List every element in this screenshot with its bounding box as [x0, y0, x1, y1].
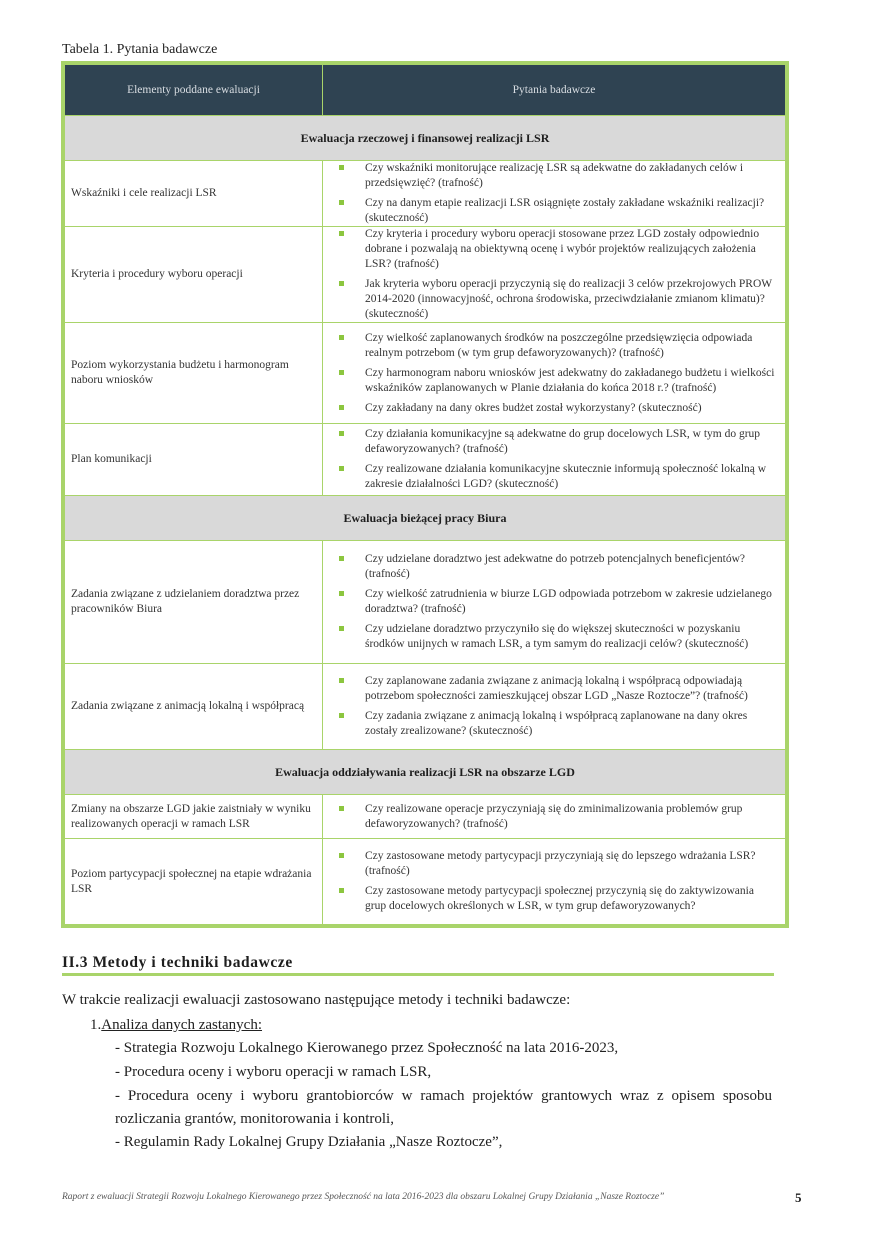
section-title: Ewaluacja bieżącej pracy Biura [65, 496, 786, 541]
element-cell: Plan komunikacji [65, 424, 323, 496]
bullet-icon [339, 556, 344, 561]
questions-cell [323, 839, 786, 925]
intro-paragraph: W trakcie realizacji ewaluacji zastosowano następujące metody i techniki badawcze: [62, 992, 571, 1008]
question-item: Czy wskaźniki monitorujące realizację LSR są adekwatne do zakładanych celów i przedsięwzięć? (trafność) [323, 161, 785, 191]
questions-cell [323, 424, 786, 496]
element-cell: Poziom wykorzystania budżetu i harmonogram naboru wniosków [65, 323, 323, 424]
questions-cell [323, 664, 786, 750]
section-title: Ewaluacja oddziaływania realizacji LSR na obszarze LGD [65, 750, 786, 795]
table-header-row [65, 65, 786, 116]
questions-cell [323, 323, 786, 424]
element-cell: Zadania związane z animacją lokalną i współpracą [65, 664, 323, 750]
bullet-icon [339, 853, 344, 858]
bullet-icon [339, 591, 344, 596]
question-item: Czy na danym etapie realizacji LSR osiągnięte zostały zakładane wskaźniki realizacji? (skuteczność) [323, 196, 785, 226]
page-footer: Raport z ewaluacji Strategii Rozwoju Lokalnego Kierowanego przez Społeczność na lata 2016-2023 dla obszaru Lokalnej Grupy Działania „Nasze Roztocze” [62, 1192, 665, 1202]
question-item: Czy działania komunikacyjne są adekwatne do grup docelowych LSR, w tym do grup defaworyzowanych? (trafność) [323, 427, 785, 457]
questions-cell [323, 541, 786, 664]
table-row [65, 424, 786, 496]
bullet-icon [339, 678, 344, 683]
bullet-icon [339, 626, 344, 631]
question-item: Czy wielkość zaplanowanych środków na poszczególne przedsięwzięcia odpowiada realnym potrzebom (w tym grup defaworyzowanych)? (trafność) [323, 331, 785, 361]
sub-list-item: - Procedura oceny i wyboru operacji w ramach LSR, [115, 1064, 432, 1080]
element-cell: Zadania związane z udzielaniem doradztwa przez pracowników Biura [65, 541, 323, 664]
question-item: Czy udzielane doradztwo jest adekwatne do potrzeb potencjalnych beneficjentów? (trafność) [323, 552, 785, 582]
bullet-icon [339, 713, 344, 718]
sub-list-item: - Procedura oceny i wyboru grantobiorców w ramach projektów grantowych wraz z opisem sposobu rozliczania grantów, monitorowania i kontroli, [115, 1088, 772, 1127]
question-item: Jak kryteria wyboru operacji przyczynią się do realizacji 3 celów przekrojowych PROW 2014-2020 (innowacyjność, ochrona środowiska, przeciwdziałanie zmianom klimatu)? (skuteczność) [323, 277, 785, 322]
element-cell: Zmiany na obszarze LGD jakie zaistniały w wyniku realizowanych operacji w ramach LSR [65, 795, 323, 839]
table-row [65, 541, 786, 664]
column-header: Pytania badawcze [323, 65, 786, 116]
bullet-icon [339, 370, 344, 375]
bullet-icon [339, 165, 344, 170]
element-cell: Kryteria i procedury wyboru operacji [65, 227, 323, 323]
section-row [65, 116, 786, 161]
bullet-icon [339, 335, 344, 340]
questions-cell [323, 161, 786, 227]
bullet-icon [339, 405, 344, 410]
question-item: Czy wielkość zatrudnienia w biurze LGD odpowiada potrzebom w zakresie udzielanego doradztwa? (trafność) [323, 587, 785, 617]
question-item: Czy realizowane działania komunikacyjne skutecznie informują społeczność lokalną w zakresie działalności LGD? (skuteczność) [323, 462, 785, 492]
question-item: Czy zastosowane metody partycypacji społecznej przyczynią się do zaktywizowania grup docelowych określonych w LSR, w tym grup defaworyzowanych? [323, 884, 785, 914]
table-row [65, 664, 786, 750]
column-header: Elementy poddane ewaluacji [65, 65, 323, 116]
questions-cell [323, 227, 786, 323]
bullet-icon [339, 281, 344, 286]
research-questions-table [61, 61, 789, 928]
section-row [65, 750, 786, 795]
question-item: Czy kryteria i procedury wyboru operacji stosowane przez LGD zostały odpowiednio dobrane i pozwalają na obiektywną ocenę i wybór projektów realizujących założenia LSR? (trafność) [323, 227, 785, 272]
bullet-icon [339, 466, 344, 471]
heading-divider [62, 973, 774, 976]
table-caption: Tabela 1. Pytania badawcze [62, 42, 218, 57]
sub-list-item: - Regulamin Rady Lokalnej Grupy Działania „Nasze Roztocze”, [115, 1134, 503, 1150]
element-cell: Wskaźniki i cele realizacji LSR [65, 161, 323, 227]
section-heading: II.3 Metody i techniki badawcze [62, 954, 293, 971]
questions-cell [323, 795, 786, 839]
table-row [65, 839, 786, 925]
question-item: Czy zakładany na dany okres budżet został wykorzystany? (skuteczność) [323, 401, 785, 416]
page-number: 5 [795, 1190, 802, 1205]
question-item: Czy zadania związane z animacją lokalną i współpracą zaplanowane na dany okres zostały zrealizowane? (skuteczność) [323, 709, 785, 739]
bullet-icon [339, 806, 344, 811]
table-row [65, 227, 786, 323]
bullet-icon [339, 431, 344, 436]
list-label: Analiza danych zastanych: [101, 1017, 263, 1033]
question-item: Czy zastosowane metody partycypacji przyczyniają się do lepszego wdrażania LSR? (trafność) [323, 849, 785, 879]
bullet-icon [339, 200, 344, 205]
table-row [65, 323, 786, 424]
list-number: 1. [90, 1017, 102, 1033]
question-item: Czy zaplanowane zadania związane z animacją lokalną i współpracą odpowiadają potrzebom społeczności zamieszkującej obszar LGD „Nasze Roztocze”? (trafność) [323, 674, 785, 704]
sub-list-item: - Strategia Rozwoju Lokalnego Kierowanego przez Społeczność na lata 2016-2023, [115, 1040, 619, 1056]
section-row [65, 496, 786, 541]
bullet-icon [339, 231, 344, 236]
table-row [65, 161, 786, 227]
question-item: Czy harmonogram naboru wniosków jest adekwatny do zakładanego budżetu i wielkości wskaźników zaplanowanych w Planie działania do końca 2018 r.? (trafność) [323, 366, 785, 396]
question-item: Czy realizowane operacje przyczyniają się do zminimalizowania problemów grup defaworyzowanych? (trafność) [323, 802, 785, 832]
bullet-icon [339, 888, 344, 893]
numbered-list-item [90, 1017, 262, 1034]
section-title: Ewaluacja rzeczowej i finansowej realizacji LSR [65, 116, 786, 161]
element-cell: Poziom partycypacji społecznej na etapie wdrażania LSR [65, 839, 323, 925]
table-row [65, 795, 786, 839]
question-item: Czy udzielane doradztwo przyczyniło się do większej skuteczności w pozyskaniu środków unijnych w ramach LSR, a tym samym do realizacji celów? (skuteczność) [323, 622, 785, 652]
